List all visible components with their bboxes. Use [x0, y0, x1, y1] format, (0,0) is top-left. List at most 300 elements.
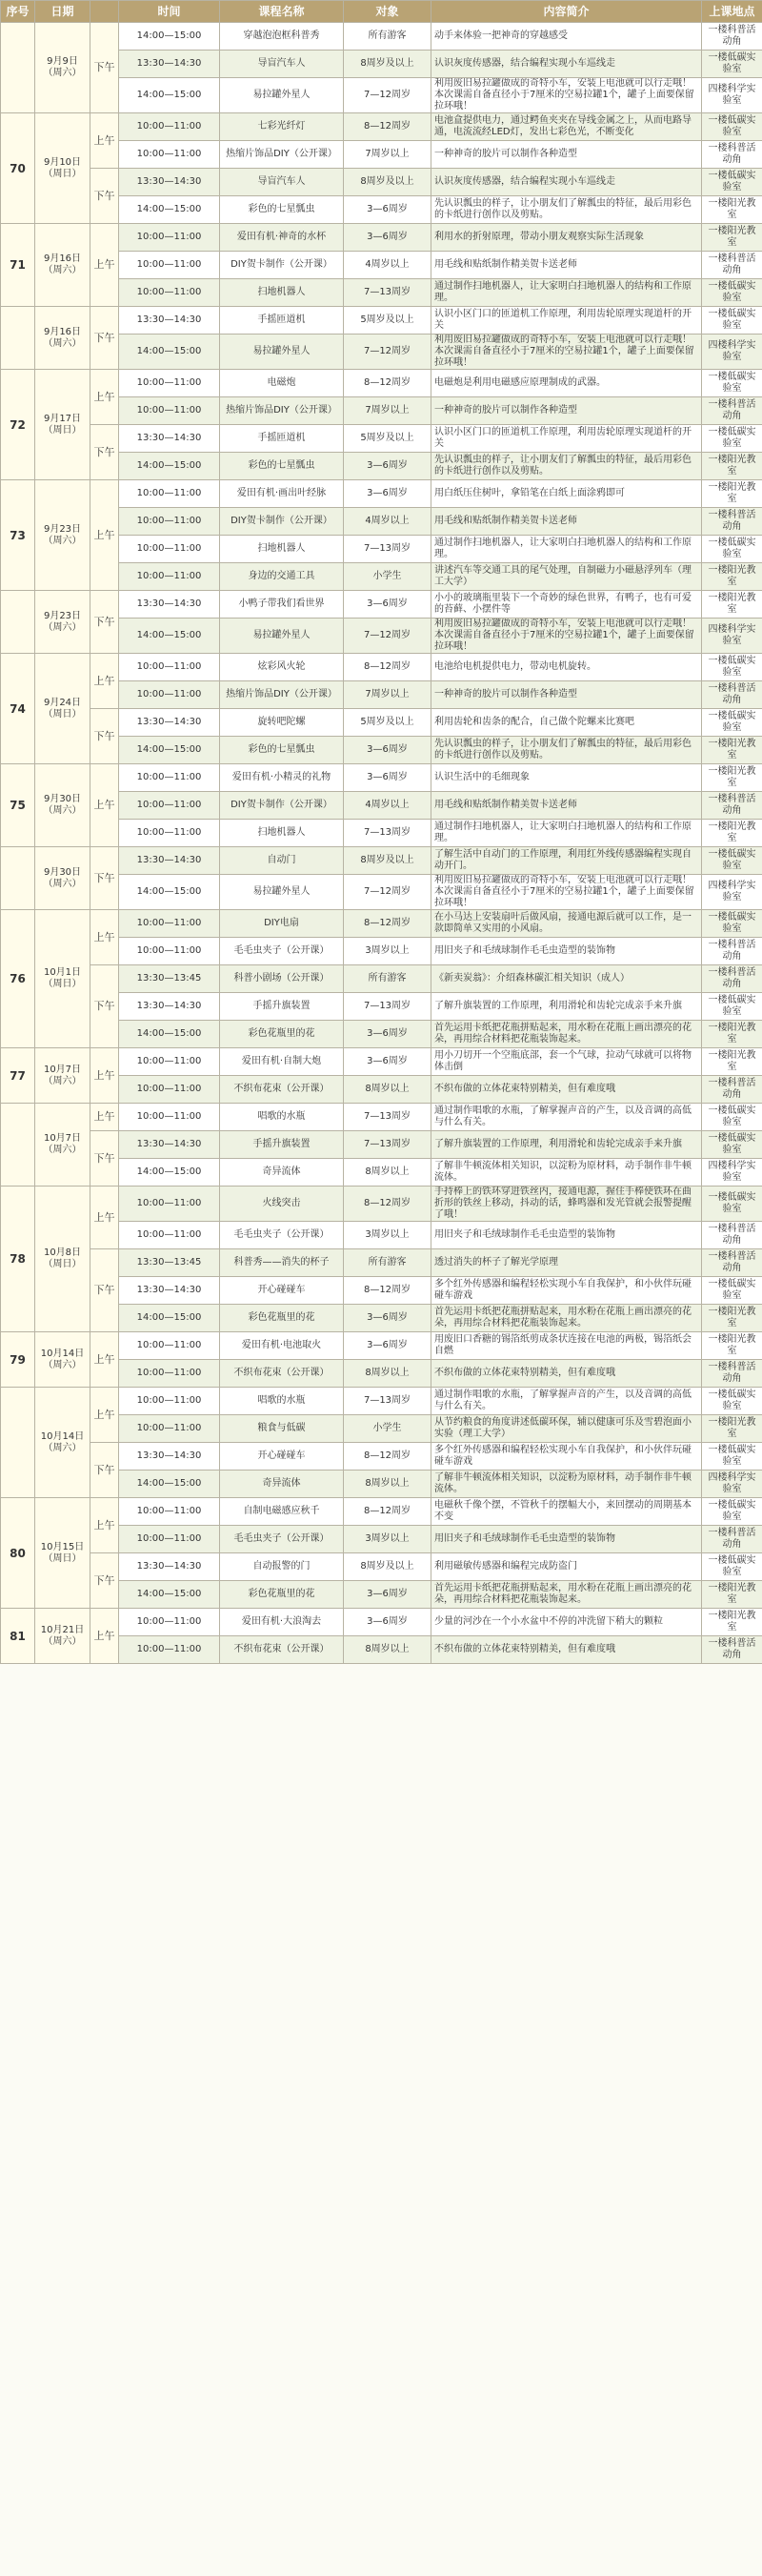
course-intro: 讲述汽车等交通工具的尾气处理，自制磁力小磁悬浮列车（理工大学） — [431, 563, 702, 591]
course-name: 炫彩风火轮 — [220, 654, 344, 681]
course-intro: 首先运用卡纸把花瓶拼贴起来，用水粉在花瓶上画出漂亮的花朵，再用综合材料把花瓶装饰起来。 — [431, 1021, 702, 1048]
course-intro: 利用废旧易拉罐做成的奇特小车，安装上电池就可以行走哦！本次课需自备直径小于7厘米的空易拉罐1个，罐子上面要保留拉环哦！ — [431, 619, 702, 654]
course-place: 一楼阳光教室 — [702, 591, 762, 619]
time-cell: 13:30—14:30 — [119, 1553, 220, 1581]
course-name: 彩色花瓶里的花 — [220, 1021, 344, 1048]
time-cell: 14:00—15:00 — [119, 23, 220, 51]
target-audience: 5周岁及以上 — [344, 307, 431, 335]
course-name: 唱歌的水瓶 — [220, 1388, 344, 1415]
course-name: 易拉罐外星人 — [220, 875, 344, 910]
course-intro: 用小刀切开一个空瓶底部，套一个气球，拉动气球就可以将物体击倒 — [431, 1048, 702, 1076]
time-cell: 13:30—14:30 — [119, 1443, 220, 1471]
group-number — [1, 591, 35, 654]
group-number — [1, 1104, 35, 1187]
table-row — [1, 1104, 762, 1131]
header-place: 上课地点 — [702, 1, 762, 23]
time-cell: 10:00—11:00 — [119, 1388, 220, 1415]
course-place: 一楼阳光教室 — [702, 563, 762, 591]
group-number: 78 — [1, 1187, 35, 1332]
time-cell: 13:30—14:30 — [119, 307, 220, 335]
target-audience: 5周岁及以上 — [344, 709, 431, 737]
course-place: 一楼科普活动角 — [702, 1249, 762, 1277]
half-day: 下午 — [90, 965, 119, 1048]
course-place: 一楼阳光教室 — [702, 1332, 762, 1360]
course-name: 科普秀——消失的杯子 — [220, 1249, 344, 1277]
half-day: 下午 — [90, 847, 119, 910]
course-name: 爱田有机·大浪淘去 — [220, 1609, 344, 1636]
course-place: 一楼科普活动角 — [702, 1636, 762, 1664]
course-place: 四楼科学实验室 — [702, 1471, 762, 1498]
group-date: 9月17日（周日） — [35, 370, 90, 480]
group-date: 9月23日（周六） — [35, 591, 90, 654]
group-number: 70 — [1, 113, 35, 224]
group-date: 9月30日（周六） — [35, 764, 90, 847]
half-day: 上午 — [90, 1332, 119, 1388]
time-cell: 10:00—11:00 — [119, 480, 220, 508]
time-cell: 10:00—11:00 — [119, 820, 220, 847]
time-cell: 10:00—11:00 — [119, 1609, 220, 1636]
half-day: 下午 — [90, 425, 119, 480]
course-name: 唱歌的水瓶 — [220, 1104, 344, 1131]
half-day: 上午 — [90, 1609, 119, 1664]
group-number: 77 — [1, 1048, 35, 1104]
group-date: 10月21日（周六） — [35, 1609, 90, 1664]
time-cell: 10:00—11:00 — [119, 1048, 220, 1076]
time-cell: 14:00—15:00 — [119, 737, 220, 764]
course-place: 一楼阳光教室 — [702, 1609, 762, 1636]
half-day: 上午 — [90, 1498, 119, 1553]
half-day: 上午 — [90, 224, 119, 307]
group-date: 10月14日（周六） — [35, 1332, 90, 1388]
target-audience: 3—6周岁 — [344, 196, 431, 224]
course-place: 一楼低碳实验室 — [702, 1388, 762, 1415]
table-row — [1, 709, 762, 737]
target-audience: 3周岁以上 — [344, 1222, 431, 1249]
target-audience: 3—6周岁 — [344, 453, 431, 480]
course-name: 爱田有机·画出叶经脉 — [220, 480, 344, 508]
time-cell: 14:00—15:00 — [119, 1021, 220, 1048]
course-intro: 先认识瓢虫的样子，让小朋友们了解瓢虫的特征，最后用彩色的卡纸进行创作以及剪贴。 — [431, 196, 702, 224]
course-intro: 了解升旗装置的工作原理，利用滑轮和齿轮完成亲手来升旗 — [431, 993, 702, 1021]
course-name: 彩色的七星瓢虫 — [220, 737, 344, 764]
course-intro: 利用废旧易拉罐做成的奇特小车，安装上电池就可以行走哦！本次课需自备直径小于7厘米的空易拉罐1个，罐子上面要保留拉环哦！ — [431, 875, 702, 910]
half-day: 上午 — [90, 654, 119, 709]
header-intro: 内容简介 — [431, 1, 702, 23]
target-audience: 3—6周岁 — [344, 1332, 431, 1360]
target-audience: 3—6周岁 — [344, 1609, 431, 1636]
target-audience: 7—13周岁 — [344, 1104, 431, 1131]
half-day: 上午 — [90, 1048, 119, 1104]
course-intro: 通过制作扫地机器人，让大家明白扫地机器人的结构和工作原理。 — [431, 279, 702, 307]
group-date: 9月16日（周六） — [35, 307, 90, 370]
course-place: 一楼科普活动角 — [702, 1222, 762, 1249]
target-audience: 7—13周岁 — [344, 279, 431, 307]
course-place: 一楼阳光教室 — [702, 196, 762, 224]
course-place: 一楼低碳实验室 — [702, 113, 762, 141]
target-audience: 所有游客 — [344, 965, 431, 993]
course-intro: 一种神奇的胶片可以制作各种造型 — [431, 141, 702, 169]
course-name: 自制电磁感应秋千 — [220, 1498, 344, 1526]
table-row — [1, 113, 762, 141]
time-cell: 14:00—15:00 — [119, 1471, 220, 1498]
half-day: 上午 — [90, 764, 119, 847]
time-cell: 10:00—11:00 — [119, 1222, 220, 1249]
time-cell: 10:00—11:00 — [119, 1360, 220, 1388]
course-intro: 电池给电机提供电力，带动电机旋转。 — [431, 654, 702, 681]
target-audience: 8周岁及以上 — [344, 51, 431, 78]
target-audience: 8周岁及以上 — [344, 169, 431, 196]
course-name: 爱田有机·电池取火 — [220, 1332, 344, 1360]
course-name: 小鸭子带我们看世界 — [220, 591, 344, 619]
table-row — [1, 425, 762, 453]
target-audience: 8—12周岁 — [344, 370, 431, 397]
table-row — [1, 1553, 762, 1581]
time-cell: 13:30—14:30 — [119, 425, 220, 453]
time-cell: 14:00—15:00 — [119, 196, 220, 224]
table-row — [1, 764, 762, 792]
table-row — [1, 1609, 762, 1636]
course-intro: 认识生活中的毛细现象 — [431, 764, 702, 792]
target-audience: 7周岁以上 — [344, 141, 431, 169]
time-cell: 10:00—11:00 — [119, 279, 220, 307]
time-cell: 13:30—14:30 — [119, 847, 220, 875]
table-row — [1, 1388, 762, 1415]
course-name: 手摇匝道机 — [220, 425, 344, 453]
half-day: 下午 — [90, 1249, 119, 1332]
course-intro: 了解生活中自动门的工作原理，利用红外线传感器编程实现自动开门。 — [431, 847, 702, 875]
target-audience: 小学生 — [344, 1415, 431, 1443]
course-place: 一楼低碳实验室 — [702, 536, 762, 563]
course-place: 一楼低碳实验室 — [702, 709, 762, 737]
target-audience: 8—12周岁 — [344, 1277, 431, 1305]
course-name: DIY电扇 — [220, 910, 344, 938]
group-number: 72 — [1, 370, 35, 480]
course-name: 不织布花束（公开课） — [220, 1076, 344, 1104]
course-name: 开心碰碰车 — [220, 1277, 344, 1305]
table-row — [1, 480, 762, 508]
table-row — [1, 847, 762, 875]
course-name: 身边的交通工具 — [220, 563, 344, 591]
target-audience: 7—13周岁 — [344, 536, 431, 563]
course-name: 自动门 — [220, 847, 344, 875]
group-date: 10月15日（周日） — [35, 1498, 90, 1609]
course-intro: 《新卖炭翁》：介绍森林碳汇相关知识（成人） — [431, 965, 702, 993]
course-intro: 在小马达上安装扇叶后做风扇，接通电源后就可以工作，是一款即简单又实用的小风扇。 — [431, 910, 702, 938]
course-name: 彩色的七星瓢虫 — [220, 196, 344, 224]
group-date: 10月8日（周日） — [35, 1187, 90, 1332]
course-intro: 首先运用卡纸把花瓶拼贴起来，用水粉在花瓶上画出漂亮的花朵，再用综合材料把花瓶装饰起来。 — [431, 1305, 702, 1332]
course-name: 奇异流体 — [220, 1159, 344, 1187]
course-name: 毛毛虫夹子（公开课） — [220, 1222, 344, 1249]
course-place: 一楼阳光教室 — [702, 1415, 762, 1443]
course-place: 一楼科普活动角 — [702, 508, 762, 536]
course-place: 一楼科普活动角 — [702, 141, 762, 169]
time-cell: 10:00—11:00 — [119, 508, 220, 536]
group-number: 79 — [1, 1332, 35, 1388]
target-audience: 5周岁及以上 — [344, 425, 431, 453]
time-cell: 13:30—14:30 — [119, 591, 220, 619]
course-intro: 首先运用卡纸把花瓶拼贴起来，用水粉在花瓶上画出漂亮的花朵，再用综合材料把花瓶装饰起来。 — [431, 1581, 702, 1609]
table-row — [1, 1249, 762, 1277]
target-audience: 8周岁及以上 — [344, 847, 431, 875]
target-audience: 8周岁以上 — [344, 1360, 431, 1388]
course-intro: 多个红外传感器和编程轻松实现小车自我保护，和小伙伴玩碰碰车游戏 — [431, 1443, 702, 1471]
course-intro: 手持棒上的铁环穿进铁丝内，接通电源，握住手棒使铁环在曲折形的铁丝上移动，抖动的话，蜂鸣器和发光管就会报警提醒了哦！ — [431, 1187, 702, 1222]
target-audience: 7—13周岁 — [344, 993, 431, 1021]
course-place: 一楼科普活动角 — [702, 1076, 762, 1104]
target-audience: 3—6周岁 — [344, 224, 431, 252]
target-audience: 3—6周岁 — [344, 737, 431, 764]
course-place: 一楼低碳实验室 — [702, 910, 762, 938]
course-intro: 不织布做的立体花束特别精美，但有难度哦 — [431, 1076, 702, 1104]
course-intro: 用废旧口香糖的锡箔纸剪成条状连接在电池的两极，锡箔纸会自燃 — [431, 1332, 702, 1360]
target-audience: 8—12周岁 — [344, 1187, 431, 1222]
course-intro: 通过制作扫地机器人，让大家明白扫地机器人的结构和工作原理。 — [431, 536, 702, 563]
time-cell: 13:30—14:30 — [119, 993, 220, 1021]
course-place: 一楼阳光教室 — [702, 737, 762, 764]
time-cell: 10:00—11:00 — [119, 370, 220, 397]
time-cell: 10:00—11:00 — [119, 681, 220, 709]
course-place: 一楼低碳实验室 — [702, 1187, 762, 1222]
course-name: DIY贺卡制作（公开课） — [220, 792, 344, 820]
table-row — [1, 23, 762, 51]
course-intro: 小小的玻璃瓶里装下一个奇妙的绿色世界，有鸭子，也有可爱的苔藓、小摆件等 — [431, 591, 702, 619]
group-number — [1, 1388, 35, 1498]
time-cell: 13:30—14:30 — [119, 1277, 220, 1305]
time-cell: 13:30—13:45 — [119, 965, 220, 993]
group-date: 9月9日（周六） — [35, 23, 90, 113]
course-name: 电磁炮 — [220, 370, 344, 397]
course-intro: 先认识瓢虫的样子，让小朋友们了解瓢虫的特征，最后用彩色的卡纸进行创作以及剪贴。 — [431, 453, 702, 480]
target-audience: 小学生 — [344, 563, 431, 591]
course-name: 穿越泡泡框科普秀 — [220, 23, 344, 51]
course-intro: 通过制作唱歌的水瓶，了解掌握声音的产生，以及音调的高低与什么有关。 — [431, 1388, 702, 1415]
group-date: 10月7日（周六） — [35, 1048, 90, 1104]
time-cell: 14:00—15:00 — [119, 1581, 220, 1609]
target-audience: 7—12周岁 — [344, 875, 431, 910]
course-place: 一楼科普活动角 — [702, 681, 762, 709]
header-half — [90, 1, 119, 23]
header-course: 课程名称 — [220, 1, 344, 23]
course-place: 一楼阳光教室 — [702, 1021, 762, 1048]
time-cell: 10:00—11:00 — [119, 764, 220, 792]
target-audience: 7周岁以上 — [344, 681, 431, 709]
course-place: 一楼科普活动角 — [702, 792, 762, 820]
table-row — [1, 307, 762, 335]
course-name: 科普小剧场（公开课） — [220, 965, 344, 993]
course-intro: 利用齿轮和齿条的配合，自己做个陀螺来比赛吧 — [431, 709, 702, 737]
group-number: 76 — [1, 910, 35, 1048]
group-number: 71 — [1, 224, 35, 307]
course-name: 爱田有机·神奇的水杯 — [220, 224, 344, 252]
course-intro: 透过消失的杯子了解光学原理 — [431, 1249, 702, 1277]
time-cell: 10:00—11:00 — [119, 141, 220, 169]
group-number — [1, 307, 35, 370]
time-cell: 14:00—15:00 — [119, 875, 220, 910]
table-row — [1, 654, 762, 681]
course-place: 一楼低碳实验室 — [702, 1553, 762, 1581]
course-name: 扫地机器人 — [220, 279, 344, 307]
course-place: 一楼低碳实验室 — [702, 847, 762, 875]
header-row — [1, 1, 762, 23]
course-intro: 用毛线和贴纸制作精美贺卡送老师 — [431, 792, 702, 820]
course-place: 一楼低碳实验室 — [702, 279, 762, 307]
target-audience: 7—12周岁 — [344, 335, 431, 370]
half-day: 上午 — [90, 113, 119, 169]
course-name: 导盲汽车人 — [220, 169, 344, 196]
course-intro: 利用磁敏传感器和编程完成防盗门 — [431, 1553, 702, 1581]
course-name: 扫地机器人 — [220, 536, 344, 563]
target-audience: 8—12周岁 — [344, 113, 431, 141]
target-audience: 3周岁以上 — [344, 938, 431, 965]
course-name: DIY贺卡制作（公开课） — [220, 252, 344, 279]
time-cell: 10:00—11:00 — [119, 938, 220, 965]
course-name: 开心碰碰车 — [220, 1443, 344, 1471]
course-place: 一楼低碳实验室 — [702, 1498, 762, 1526]
header-target: 对象 — [344, 1, 431, 23]
target-audience: 8—12周岁 — [344, 654, 431, 681]
course-place: 一楼科普活动角 — [702, 252, 762, 279]
course-intro: 一种神奇的胶片可以制作各种造型 — [431, 681, 702, 709]
course-name: 易拉罐外星人 — [220, 78, 344, 113]
target-audience: 3—6周岁 — [344, 1021, 431, 1048]
course-place: 一楼科普活动角 — [702, 1360, 762, 1388]
table-row — [1, 591, 762, 619]
course-name: 毛毛虫夹子（公开课） — [220, 938, 344, 965]
table-row — [1, 1498, 762, 1526]
target-audience: 所有游客 — [344, 23, 431, 51]
course-place: 一楼低碳实验室 — [702, 51, 762, 78]
time-cell: 13:30—14:30 — [119, 51, 220, 78]
target-audience: 3—6周岁 — [344, 480, 431, 508]
header-time: 时间 — [119, 1, 220, 23]
course-name: 手摇升旗装置 — [220, 1131, 344, 1159]
target-audience: 3周岁以上 — [344, 1526, 431, 1553]
course-intro: 用旧夹子和毛绒球制作毛毛虫造型的装饰物 — [431, 1222, 702, 1249]
course-intro: 通过制作唱歌的水瓶，了解掌握声音的产生，以及音调的高低与什么有关。 — [431, 1104, 702, 1131]
course-name: 扫地机器人 — [220, 820, 344, 847]
target-audience: 8周岁以上 — [344, 1636, 431, 1664]
target-audience: 8周岁及以上 — [344, 1553, 431, 1581]
time-cell: 13:30—14:30 — [119, 1131, 220, 1159]
course-name: 热缩片饰品DIY（公开课） — [220, 141, 344, 169]
course-place: 一楼阳光教室 — [702, 1305, 762, 1332]
course-name: 奇异流体 — [220, 1471, 344, 1498]
course-place: 一楼阳光教室 — [702, 820, 762, 847]
schedule-body — [1, 23, 762, 1664]
course-place: 一楼阳光教室 — [702, 453, 762, 480]
table-row — [1, 1131, 762, 1159]
course-intro: 用毛线和贴纸制作精美贺卡送老师 — [431, 252, 702, 279]
group-number: 81 — [1, 1609, 35, 1664]
course-place: 一楼低碳实验室 — [702, 1443, 762, 1471]
target-audience: 3—6周岁 — [344, 1305, 431, 1332]
target-audience: 8—12周岁 — [344, 1443, 431, 1471]
time-cell: 10:00—11:00 — [119, 563, 220, 591]
time-cell: 10:00—11:00 — [119, 654, 220, 681]
course-place: 一楼阳光教室 — [702, 1581, 762, 1609]
target-audience: 所有游客 — [344, 1249, 431, 1277]
time-cell: 10:00—11:00 — [119, 1076, 220, 1104]
course-name: 不织布花束（公开课） — [220, 1360, 344, 1388]
course-place: 一楼科普活动角 — [702, 397, 762, 425]
target-audience: 7—12周岁 — [344, 78, 431, 113]
table-row — [1, 910, 762, 938]
course-intro: 认识小区门口的匝道机工作原理，利用齿轮原理实现道杆的开关 — [431, 307, 702, 335]
course-name: 热缩片饰品DIY（公开课） — [220, 681, 344, 709]
course-name: 手摇升旗装置 — [220, 993, 344, 1021]
course-intro: 多个红外传感器和编程轻松实现小车自我保护，和小伙伴玩碰碰车游戏 — [431, 1277, 702, 1305]
course-name: 导盲汽车人 — [220, 51, 344, 78]
table-row — [1, 1187, 762, 1222]
course-intro: 用旧夹子和毛绒球制作毛毛虫造型的装饰物 — [431, 1526, 702, 1553]
group-number: 80 — [1, 1498, 35, 1609]
group-date: 10月1日（周日） — [35, 910, 90, 1048]
half-day: 上午 — [90, 1388, 119, 1443]
course-place: 一楼低碳实验室 — [702, 1131, 762, 1159]
target-audience: 3—6周岁 — [344, 1048, 431, 1076]
course-intro: 一种神奇的胶片可以制作各种造型 — [431, 397, 702, 425]
course-place: 一楼科普活动角 — [702, 23, 762, 51]
time-cell: 10:00—11:00 — [119, 1415, 220, 1443]
group-date: 10月14日（周六） — [35, 1388, 90, 1498]
time-cell: 13:30—13:45 — [119, 1249, 220, 1277]
course-place: 四楼科学实验室 — [702, 335, 762, 370]
course-name: 彩色的七星瓢虫 — [220, 453, 344, 480]
half-day: 下午 — [90, 1553, 119, 1609]
table-row — [1, 224, 762, 252]
course-intro: 动手来体验一把神奇的穿越感受 — [431, 23, 702, 51]
course-place: 一楼低碳实验室 — [702, 307, 762, 335]
course-name: 易拉罐外星人 — [220, 335, 344, 370]
group-number: 74 — [1, 654, 35, 764]
table-row — [1, 1048, 762, 1076]
half-day: 上午 — [90, 480, 119, 591]
course-intro: 利用水的折射原理，带动小朋友观察实际生活现象 — [431, 224, 702, 252]
course-intro: 了解升旗装置的工作原理，利用滑轮和齿轮完成亲手来升旗 — [431, 1131, 702, 1159]
course-place: 四楼科学实验室 — [702, 1159, 762, 1187]
half-day: 下午 — [90, 169, 119, 224]
course-place: 一楼低碳实验室 — [702, 1277, 762, 1305]
course-name: 爱田有机·小精灵的礼物 — [220, 764, 344, 792]
group-number: 75 — [1, 764, 35, 847]
half-day: 上午 — [90, 1187, 119, 1249]
time-cell: 14:00—15:00 — [119, 335, 220, 370]
group-date: 9月23日（周六） — [35, 480, 90, 591]
course-name: 毛毛虫夹子（公开课） — [220, 1526, 344, 1553]
course-intro: 电磁秋千像个摆，不管秋千的摆幅大小，来回摆动的周期基本不变 — [431, 1498, 702, 1526]
course-intro: 了解非牛顿流体相关知识，以淀粉为原材料，动手制作非牛顿流体。 — [431, 1471, 702, 1498]
course-intro: 通过制作扫地机器人，让大家明白扫地机器人的结构和工作原理。 — [431, 820, 702, 847]
time-cell: 10:00—11:00 — [119, 1332, 220, 1360]
group-date: 10月7日（周六） — [35, 1104, 90, 1187]
table-row — [1, 169, 762, 196]
time-cell: 10:00—11:00 — [119, 252, 220, 279]
half-day: 上午 — [90, 1104, 119, 1131]
course-intro: 利用废旧易拉罐做成的奇特小车，安装上电池就可以行走哦！本次课需自备直径小于7厘米的空易拉罐1个，罐子上面要保留拉环哦！ — [431, 335, 702, 370]
course-intro: 不织布做的立体花束特别精美，但有难度哦 — [431, 1636, 702, 1664]
table-row — [1, 1332, 762, 1360]
course-name: 不织布花束（公开课） — [220, 1636, 344, 1664]
target-audience: 7—13周岁 — [344, 820, 431, 847]
course-name: 爱田有机·自制大炮 — [220, 1048, 344, 1076]
course-intro: 了解非牛顿流体相关知识，以淀粉为原材料，动手制作非牛顿流体。 — [431, 1159, 702, 1187]
course-place: 四楼科学实验室 — [702, 619, 762, 654]
group-number — [1, 23, 35, 113]
target-audience: 7周岁以上 — [344, 397, 431, 425]
course-intro: 从节约粮食的角度讲述低碳环保，辅以健康可乐及雪碧泡面小实验（理工大学） — [431, 1415, 702, 1443]
course-name: 火线突击 — [220, 1187, 344, 1222]
